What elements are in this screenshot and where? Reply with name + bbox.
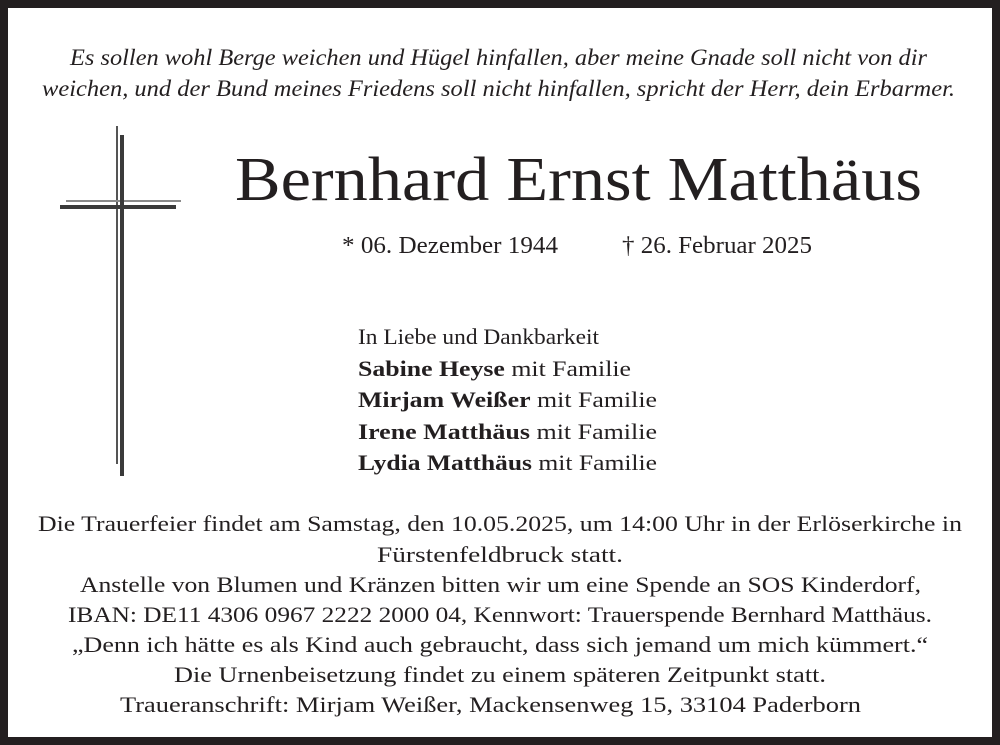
mourner-name: Mirjam Weißer: [358, 387, 531, 412]
details-line-iban: IBAN: DE11 4306 0967 2222 2000 04, Kennwort: Trauerspende Bernhard Matthäus.: [68, 602, 932, 627]
deceased-name: Bernhard Ernst Matthäus: [235, 146, 922, 214]
mourner-suffix: mit Familie: [530, 387, 657, 412]
details-line-address: Traueranschrift: Mirjam Weißer, Mackensenweg 15, 33104 Paderborn: [120, 692, 861, 717]
verse-line-2: weichen, und der Bund meines Friedens soll nicht hinfallen, spricht der Herr, dein Erbarmer.: [42, 76, 955, 101]
mourner-name: Irene Matthäus: [358, 419, 530, 444]
details-line-donation: Anstelle von Blumen und Kränzen bitten wir um eine Spende an SOS Kinderdorf,: [80, 572, 921, 597]
details-line-quote: „Denn ich hätte es als Kind auch gebraucht, dass sich jemand um mich kümmert.“: [72, 632, 928, 657]
mourner-suffix: mit Familie: [532, 450, 657, 475]
mourner-entry: [358, 452, 657, 474]
mourner-entry: [358, 389, 657, 411]
details-line-urn: Die Urnenbeisetzung findet zu einem späteren Zeitpunkt statt.: [174, 662, 826, 687]
cross-icon: [8, 8, 208, 488]
cross-thick-vertical: [120, 135, 124, 476]
cross-thin-vertical: [116, 126, 118, 464]
mourner-name: Sabine Heyse: [358, 356, 505, 381]
details-line-location: Fürstenfeldbruck statt.: [377, 542, 623, 567]
mourner-suffix: mit Familie: [504, 356, 631, 381]
mourners-intro: In Liebe und Dankbarkeit: [358, 324, 599, 349]
obituary-notice: [8, 8, 992, 737]
cross-thick-horizontal: [60, 205, 176, 209]
mourner-entry: [358, 421, 657, 443]
verse-line-1: Es sollen wohl Berge weichen und Hügel hinfallen, aber meine Gnade soll nicht von dir: [70, 45, 928, 70]
mourner-suffix: mit Familie: [529, 419, 657, 444]
details-line-ceremony: Die Trauerfeier findet am Samstag, den 10.05.2025, um 14:00 Uhr in der Erlöserkirche in: [38, 511, 963, 536]
mourner-entry: [358, 358, 631, 380]
death-date: † 26. Februar 2025: [622, 233, 812, 259]
birth-date: * 06. Dezember 1944: [342, 233, 558, 259]
mourner-name: Lydia Matthäus: [358, 450, 533, 475]
